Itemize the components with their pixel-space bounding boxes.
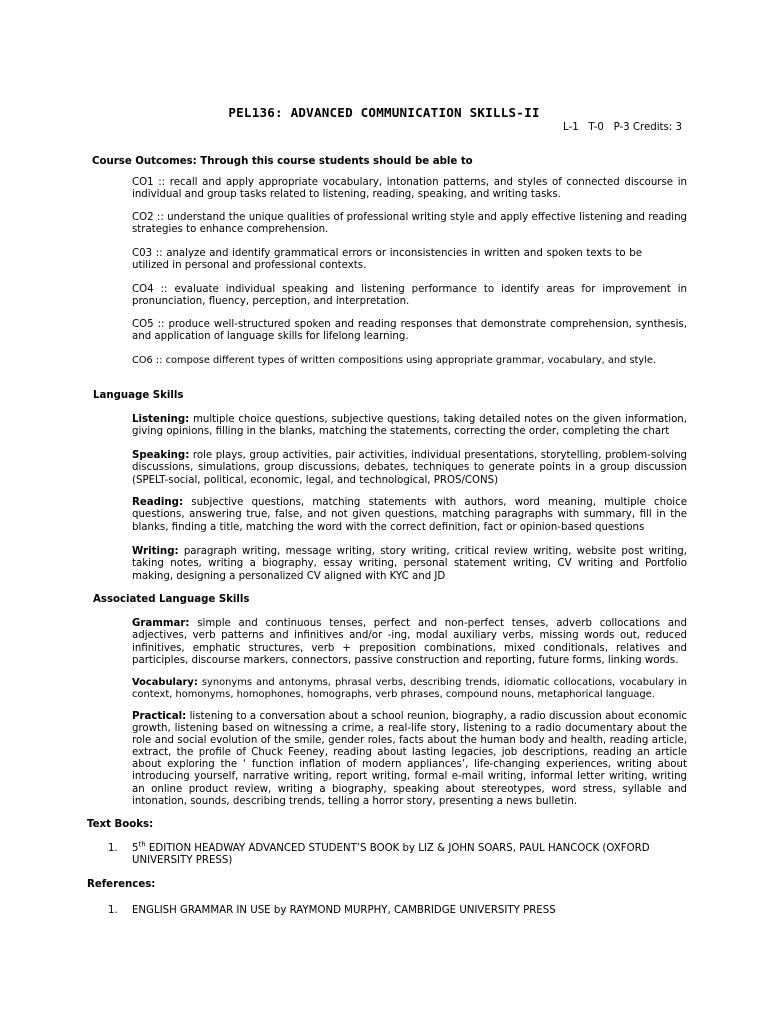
skill-label: Grammar: [132,618,190,629]
skill-label: Reading: [132,497,184,508]
skill-label: Writing: [132,546,179,557]
credits-line: L-1 T-0 P-3 Credits: 3 [563,122,682,133]
skill-reading [132,497,687,534]
outcome-code: C03 :: [132,248,163,259]
skill-label: Practical: [132,711,187,722]
skill-text: paragraph writing, message writing, story writing, critical review writing, website post writing, taking notes, writing a biography, essay writing, personal statement writing, CV writing and Portfolio making, designing a personalized CV aligned with KYC and JD [132,546,687,582]
language-skills-heading: Language Skills [93,390,184,401]
skill-label: Vocabulary: [132,677,198,688]
references-heading: References: [87,879,156,890]
associated-grammar [132,618,687,667]
text-books-heading: Text Books: [87,819,154,830]
edition-number: 5 [132,843,139,854]
associated-practical [132,711,687,808]
page-title: PEL136: ADVANCED COMMUNICATION SKILLS-II [228,105,540,120]
course-outcome-co3 [132,248,642,273]
skill-text: listening to a conversation about a school reunion, biography, a radio discussion about economic growth, listening based on witnessing a crime, a real-life story, listening to a radio documentary about the role and social evolution of the smile, gender roles, facts about the human body and health, reading article, extract, the profile of Chuck Feeney, reading about lasting legacies, job descriptions, reading an article about exploring the ‘ function inflation of modern appliances’, life-changing experiences, writing about introducing yourself, narrative writing, report writing, formal e-mail writing, informal letter writing, writing an online product review, writing a biography, speaking about stereotypes, word stress, syllable and intonation, sounds, describing trends, telling a horror story, presenting a news bulletin. [132,711,687,807]
outcome-text: recall and apply appropriate vocabulary, intonation patterns, and styles of connected discourse in individual and group tasks related to listening, reading, speaking, and writing tasks. [132,177,687,201]
course-outcome-co1 [132,177,687,202]
outcome-text: analyze and identify grammatical errors or inconsistencies in written and spoken texts to be utilized in personal and professional contexts. [132,248,642,272]
skill-speaking [132,450,687,487]
text-book-text: EDITION HEADWAY ADVANCED STUDENT’S BOOK by LIZ & JOHN SOARS, PAUL HANCOCK (OXFORD UNIVERSITY PRESS) [132,843,650,867]
outcome-code: CO4 :: [132,284,168,295]
skill-text: multiple choice questions, subjective questions, taking detailed notes on the given information, giving opinions, filling in the blanks, matching the statements, correcting the order, completing the chart [132,414,687,438]
outcome-text: understand the unique qualities of professional writing style and apply effective listening and reading strategies to enhance comprehension. [132,212,688,236]
skill-label: Listening: [132,414,190,425]
course-outcome-co4 [132,284,687,309]
associated-skills-heading: Associated Language Skills [93,594,250,605]
outcome-code: CO6 :: [132,355,163,366]
skill-text: role plays, group activities, pair activities, individual presentations, storytelling, problem-solving discussions, simulations, group discussions, debates, techniques to generate points in a group discussion (SPELT-social, political, economic, legal, and technological, PROS/CONS) [132,450,687,486]
outcome-text: evaluate individual speaking and listening performance to identify areas for improvement in pronunciation, fluency, perception, and interpretation. [132,284,687,308]
list-number: 1. [108,905,118,916]
edition-suffix: th [138,840,146,849]
skill-text: synonyms and antonyms, phrasal verbs, describing trends, idiomatic collocations, vocabulary in context, homonyms, homophones, homographs, verb phrases, compound nouns, metaphorical language. [132,677,687,701]
skill-listening [132,414,687,439]
outcome-code: CO5 :: [132,319,165,330]
outcome-code: CO1 :: [132,177,166,188]
outcome-code: CO2 :: [132,212,164,223]
associated-vocabulary [132,677,687,702]
outcome-text: produce well-structured spoken and reading responses that demonstrate comprehension, synthesis, and application of language skills for lifelong learning. [132,319,687,343]
course-outcome-co5 [132,319,687,344]
course-outcome-co2 [132,212,687,237]
skill-label: Speaking: [132,450,190,461]
outcome-text: compose different types of written compositions using appropriate grammar, vocabulary, and style. [165,355,657,366]
list-number: 1. [108,843,118,854]
skill-text: simple and continuous tenses, perfect and non-perfect tenses, adverb collocations and adjectives, verb patterns and infinitives and/or -ing, modal auxiliary verbs, missing words out, reduced infinitives, emphatic structures, verb + preposition combinations, mixed conditionals, relatives and participles, discourse markers, connectors, passive construction and reporting, future forms, linking words. [132,618,687,666]
reference-text: ENGLISH GRAMMAR IN USE by RAYMOND MURPHY, CAMBRIDGE UNIVERSITY PRESS [132,905,556,916]
skill-text: subjective questions, matching statements with authors, word meaning, multiple choice questions, answering true, false, and not given questions, matching paragraphs with summary, fill in the blanks, finding a title, matching the word with the correct definition, fact or opinion-based questions [132,497,688,533]
course-outcome-co6 [132,355,687,367]
text-book-title [132,840,688,868]
course-outcomes-heading: Course Outcomes: Through this course students should be able to [92,156,473,167]
skill-writing [132,546,687,583]
